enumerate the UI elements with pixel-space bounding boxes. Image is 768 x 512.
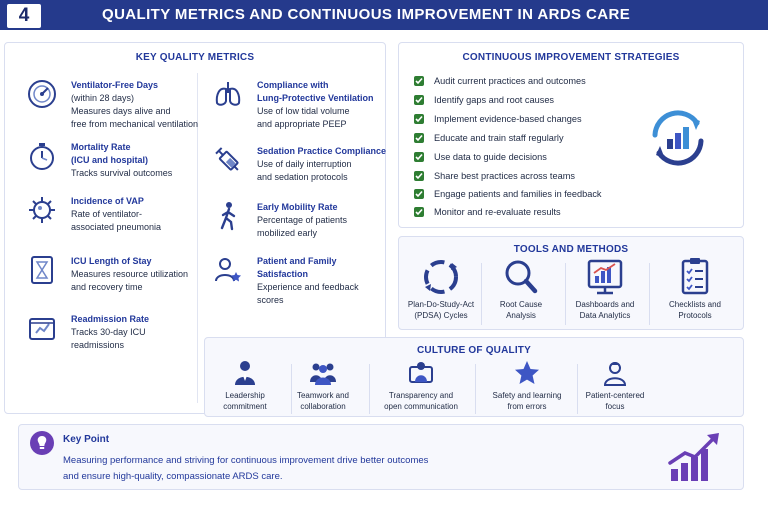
metric-title: Mortality Rate <box>71 142 131 152</box>
metric-icu-length-of-stay <box>27 255 197 305</box>
metric-subtitle: (within 28 days) <box>71 93 135 103</box>
strategy-item <box>414 205 561 219</box>
metric-desc: Measures days alive and <box>71 106 171 116</box>
check-icon <box>414 189 424 199</box>
metric-desc: Tracks survival outcomes <box>71 168 173 178</box>
check-icon <box>414 76 424 86</box>
culture-divider <box>475 364 476 414</box>
metric-desc: free from mechanical ventilation <box>71 119 199 129</box>
metric-subtitle: (ICU and hospital) <box>71 155 148 165</box>
metric-ventilator-free-days <box>27 79 197 139</box>
strategy-text: Audit current practices and outcomes <box>434 76 586 86</box>
culture-label: from errors <box>507 402 547 411</box>
culture-transparency <box>371 360 471 412</box>
check-icon <box>414 133 424 143</box>
page-title: QUALITY METRICS AND CONTINUOUS IMPROVEMENT IN ARDS CARE <box>102 6 631 23</box>
metric-title: Sedation Practice Compliance <box>257 146 387 156</box>
culture-teamwork <box>273 360 373 412</box>
section-number: 4 <box>6 3 42 29</box>
metric-title: Readmission Rate <box>71 314 150 324</box>
tool-label: Protocols <box>678 311 712 320</box>
tool-root-cause <box>483 257 559 321</box>
key-point-line: Measuring performance and striving for continuous improvement drive better outcomes <box>63 455 429 466</box>
patient-star-icon <box>213 255 243 285</box>
strategy-text: Engage patients and families in feedback <box>434 189 602 199</box>
culture-label: Leadership <box>225 391 265 400</box>
metric-desc: Rate of ventilator- <box>71 209 143 219</box>
walking-person-icon <box>213 201 243 231</box>
tool-label: Root Cause <box>499 300 543 309</box>
key-point-panel <box>18 424 744 490</box>
metric-title: ICU Length of Stay <box>71 256 152 266</box>
ventilator-gauge-icon <box>27 79 57 109</box>
strategy-text: Identify gaps and root causes <box>434 95 555 105</box>
team-icon <box>310 360 336 386</box>
metric-desc: Percentage of patients <box>257 215 348 225</box>
tool-label: Analysis <box>506 311 536 320</box>
virus-icon <box>27 195 57 225</box>
check-icon <box>414 95 424 105</box>
metric-lung-protective <box>213 79 383 139</box>
strategy-text: Share best practices across teams <box>434 171 575 181</box>
tool-label: (PDSA) Cycles <box>414 311 468 320</box>
metric-subtitle: Satisfaction <box>257 269 309 279</box>
star-icon <box>514 360 540 386</box>
culture-label: collaboration <box>300 402 346 411</box>
metric-desc: readmissions <box>71 340 125 350</box>
metric-patient-satisfaction <box>213 255 383 315</box>
lungs-icon <box>213 79 243 109</box>
metric-readmission-rate <box>27 313 197 363</box>
metric-desc: Measures resource utilization <box>71 269 189 279</box>
strategy-item <box>414 169 575 183</box>
metric-desc: associated pneumonia <box>71 222 162 232</box>
tool-divider <box>649 263 650 325</box>
tool-checklists <box>657 257 733 321</box>
culture-label: open communication <box>384 402 458 411</box>
strategy-text: Use data to guide decisions <box>434 152 547 162</box>
tool-dashboards <box>567 257 643 321</box>
metric-desc: Experience and feedback <box>257 282 359 292</box>
metric-incidence-vap <box>27 195 197 245</box>
syringe-icon <box>213 145 243 175</box>
metric-title: Patient and Family <box>257 256 337 266</box>
metric-desc: and sedation protocols <box>257 172 348 182</box>
metric-desc: and recovery time <box>71 282 143 292</box>
metric-title: Compliance with <box>257 80 329 90</box>
metric-title: Ventilator-Free Days <box>71 80 159 90</box>
culture-divider <box>369 364 370 414</box>
metric-desc: and appropriate PEEP <box>257 119 347 129</box>
metric-title: Incidence of VAP <box>71 196 144 206</box>
hospital-return-icon <box>27 313 57 343</box>
tool-divider <box>565 263 566 325</box>
metric-mortality-rate <box>27 141 197 191</box>
metric-desc: mobilized early <box>257 228 318 238</box>
header-bar <box>0 0 768 30</box>
strategy-item <box>414 187 602 201</box>
tool-divider <box>481 263 482 325</box>
strategy-item <box>414 74 586 88</box>
metric-desc: scores <box>257 295 284 305</box>
strategy-item <box>414 93 554 107</box>
strategies-title: CONTINUOUS IMPROVEMENT STRATEGIES <box>462 52 680 63</box>
growth-chart-icon <box>667 429 723 485</box>
metric-early-mobility <box>213 201 383 251</box>
strategy-item <box>414 131 564 145</box>
tools-title: TOOLS AND METHODS <box>513 244 629 255</box>
key-point-title: Key Point <box>63 434 110 445</box>
check-icon <box>414 171 424 181</box>
patient-icon <box>602 360 628 386</box>
metric-desc: Use of low tidal volume <box>257 106 350 116</box>
strategy-item <box>414 112 582 126</box>
metric-desc: Tracks 30-day ICU <box>71 327 146 337</box>
strategy-text: Monitor and re-evaluate results <box>434 207 561 217</box>
leader-icon <box>232 360 258 386</box>
lightbulb-icon <box>29 430 55 456</box>
metric-subtitle: Lung-Protective Ventilation <box>257 93 374 103</box>
metric-desc: Use of daily interruption <box>257 159 352 169</box>
tool-label: Plan-Do-Study-Act <box>407 300 475 309</box>
key-point-line: and ensure high-quality, compassionate ARDS care. <box>63 471 283 482</box>
checklist-icon <box>673 257 717 297</box>
culture-label: Safety and learning <box>492 391 562 400</box>
magnifier-icon <box>499 257 543 297</box>
culture-patient-centered <box>565 360 665 412</box>
strategy-item <box>414 150 547 164</box>
dashboard-icon <box>583 257 627 297</box>
tool-label: Checklists and <box>668 300 722 309</box>
culture-safety <box>477 360 577 412</box>
tool-pdsa <box>403 257 479 321</box>
culture-panel <box>204 337 744 417</box>
tool-label: Data Analytics <box>579 311 631 320</box>
pdsa-cycle-icon <box>419 257 463 297</box>
strategy-text: Educate and train staff regularly <box>434 133 564 143</box>
hourglass-icon <box>27 255 57 285</box>
check-icon <box>414 152 424 162</box>
stopwatch-icon <box>27 141 57 171</box>
cycle-chart-icon <box>645 105 711 171</box>
strategies-panel <box>398 42 744 228</box>
culture-label: Patient-centered <box>585 391 645 400</box>
metric-sedation-compliance <box>213 145 387 195</box>
culture-label: commitment <box>223 402 267 411</box>
culture-title: CULTURE OF QUALITY <box>417 345 531 356</box>
strategy-text: Implement evidence-based changes <box>434 114 582 124</box>
metric-title: Early Mobility Rate <box>257 202 338 212</box>
check-icon <box>414 114 424 124</box>
culture-label: focus <box>605 402 625 411</box>
key-point-text <box>63 453 533 485</box>
tools-panel <box>398 236 744 330</box>
check-icon <box>414 207 424 217</box>
tool-label: Dashboards and <box>575 300 635 309</box>
culture-label: Transparency and <box>388 391 454 400</box>
key-metrics-title: KEY QUALITY METRICS <box>135 52 255 63</box>
communication-icon <box>408 360 434 386</box>
culture-label: Teamwork and <box>296 391 350 400</box>
